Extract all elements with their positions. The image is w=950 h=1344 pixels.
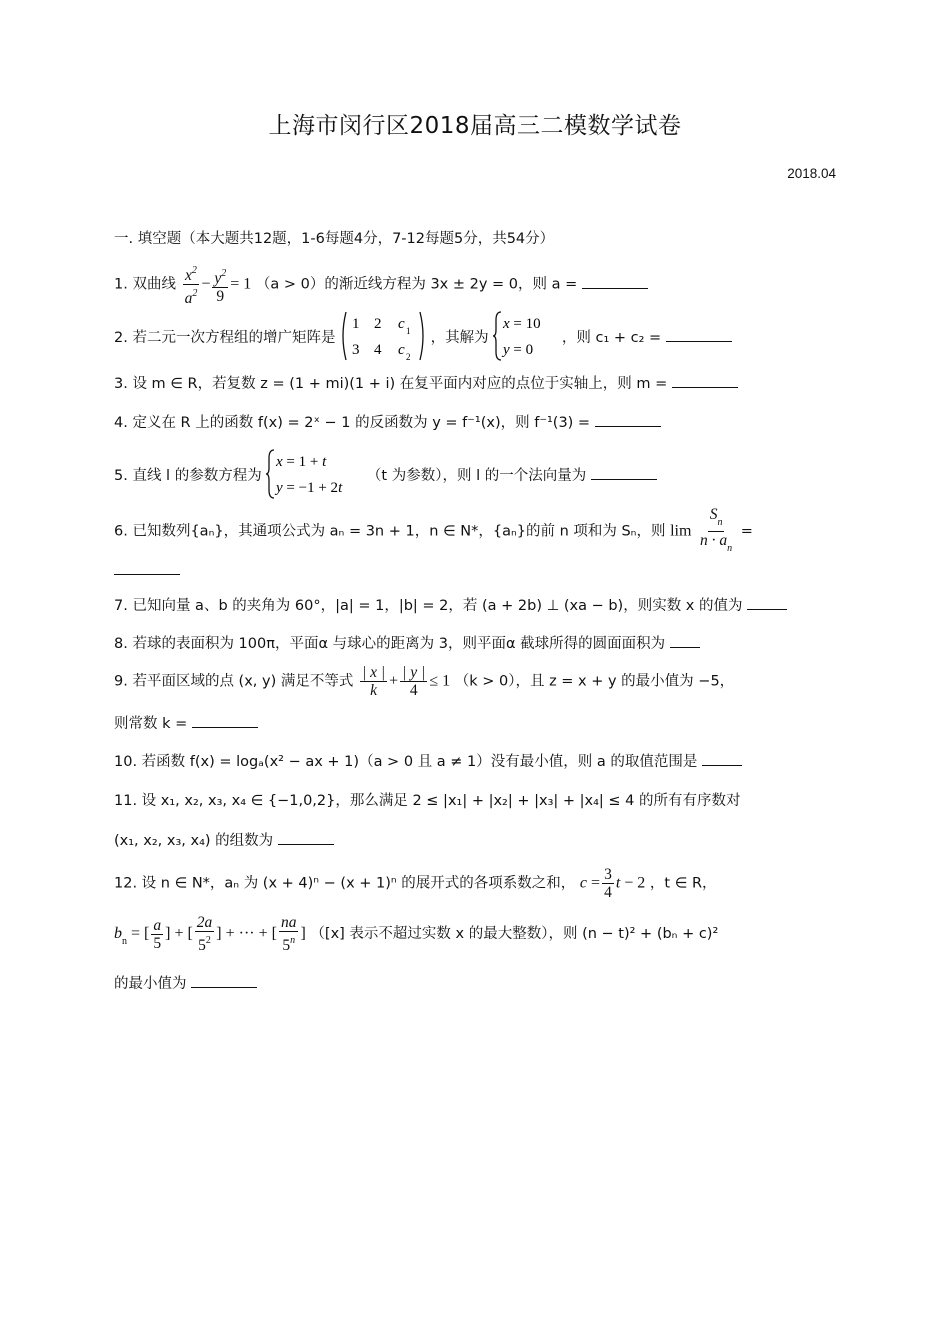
svg-text:1: 1 (406, 326, 411, 336)
svg-text:4: 4 (374, 342, 382, 358)
question-3: 3. 设 m ∈ R，若复数 z = (1 + mi)(1 + i) 在复平面内对应的点位于实轴上，则 m = (114, 372, 738, 393)
answer-blank-2[interactable] (666, 327, 732, 342)
question-11: 11. 设 x₁, x₂, x₃, x₄ ∈ {−1,0,2}，那么满足 2 ≤ |x₁| + |x₂| + |x₃| + |x₄| ≤ 4 的所有有序数对 (114, 793, 741, 809)
svg-text:c: c (398, 316, 405, 332)
answer-blank-6[interactable] (114, 560, 180, 575)
question-10: 10. 若函数 f(x) = logₐ(x² − ax + 1)（a > 0 且 a ≠ 1）没有最小值，则 a 的取值范围是 (114, 750, 742, 771)
question-6-blank-line (114, 560, 180, 579)
question-8: 8. 若球的表面积为 100π，平面α 与球心的距离为 3，则平面α 截球所得的圆面面积为 (114, 632, 700, 653)
exam-date: 2018.04 (787, 166, 836, 181)
page-title: 上海市闵行区2018届高三二模数学试卷 (268, 113, 682, 139)
svg-text:3: 3 (352, 342, 360, 358)
answer-blank-9[interactable] (192, 713, 258, 728)
answer-blank-3[interactable] (672, 373, 738, 388)
answer-blank-8[interactable] (670, 633, 700, 648)
question-5: 5. 直线 l 的参数方程为 x = 1 + t y = −1 + 2t （t 为参数），则 l 的一个法向量为 (114, 448, 657, 504)
solution-system (493, 310, 557, 366)
question-1: 1. 双曲线 $\frac{x^2}{a^2}$ − $\frac{y^2}{9}$ = 1 （a > 0）的渐近线方程为 3x ± 2y = 0，则 a = (114, 262, 648, 307)
question-4: 4. 定义在 R 上的函数 f(x) = 2ˣ − 1 的反函数为 y = f⁻¹(x)，则 f⁻¹(3) = (114, 411, 661, 432)
question-12: 12. 设 n ∈ N*，aₙ 为 (x + 4)ⁿ − (x + 1)ⁿ 的展开式的各项系数之和， c = $\frac{3}{4}$ t − 2 ，t ∈ R， (114, 866, 717, 901)
answer-blank-7[interactable] (747, 595, 787, 610)
answer-blank-1[interactable] (582, 274, 648, 289)
question-6: 6. 已知数列{aₙ}，其通项公式为 aₙ = 3n + 1，n ∈ N*，{aₙ}的前 n 项和为 Sₙ，则 lim $\frac{S_n}{n \cdot a_n}$ = (114, 506, 753, 554)
question-12-cont: 的最小值为 (114, 972, 257, 993)
answer-blank-4[interactable] (595, 412, 661, 427)
question-9-cont: 则常数 k = (114, 712, 258, 733)
question-2: 2. 若二元一次方程组的增广矩阵是 1 2 c 1 3 4 c 2 ，其解为 x = 10 y = 0 ，则 c₁ + c₂ = (114, 310, 732, 366)
question-7: 7. 已知向量 a、b 的夹角为 60°，|a| = 1，|b| = 2，若 (a + 2b) ⊥ (xa − b)，则实数 x 的值为 (114, 594, 787, 615)
svg-text:x = 10: x = 10 (503, 316, 541, 332)
question-9: 9. 若平面区域的点 (x, y) 满足不等式 $\frac{| x |}{k}$ + $\frac{| y |}{4}$ ≤ 1 （k > 0），且 z = x + y 的最小值为 −5， (114, 664, 735, 699)
svg-text:x = 1 + t: x = 1 + t (276, 454, 327, 470)
answer-blank-10[interactable] (702, 751, 742, 766)
augmented-matrix (340, 310, 426, 366)
answer-blank-12[interactable] (191, 973, 257, 988)
answer-blank-5[interactable] (591, 465, 657, 480)
parametric-system (266, 448, 362, 504)
question-12-formula: $b_n$ = [ $\frac{a}{5}$ ] + [ $\frac{2a}{5^2}$ ] + ··· + [ $\frac{na}{5^n}$ ] （[x] 表示不超过实数 x 的最大整数），则 (n − t)² + (bₙ + c)² (114, 914, 719, 954)
section-heading: 一. 填空题（本大题共12题，1-6每题4分，7-12每题5分，共54分） (114, 231, 555, 247)
svg-text:1: 1 (352, 316, 360, 332)
question-11-cont: (x₁, x₂, x₃, x₄) 的组数为 (114, 829, 334, 850)
answer-blank-11[interactable] (278, 830, 334, 845)
svg-text:2: 2 (374, 316, 382, 332)
svg-text:y = 0: y = 0 (503, 342, 534, 358)
svg-text:c: c (398, 342, 405, 358)
svg-text:y = −1 + 2t: y = −1 + 2t (276, 480, 343, 496)
svg-text:2: 2 (406, 352, 411, 362)
